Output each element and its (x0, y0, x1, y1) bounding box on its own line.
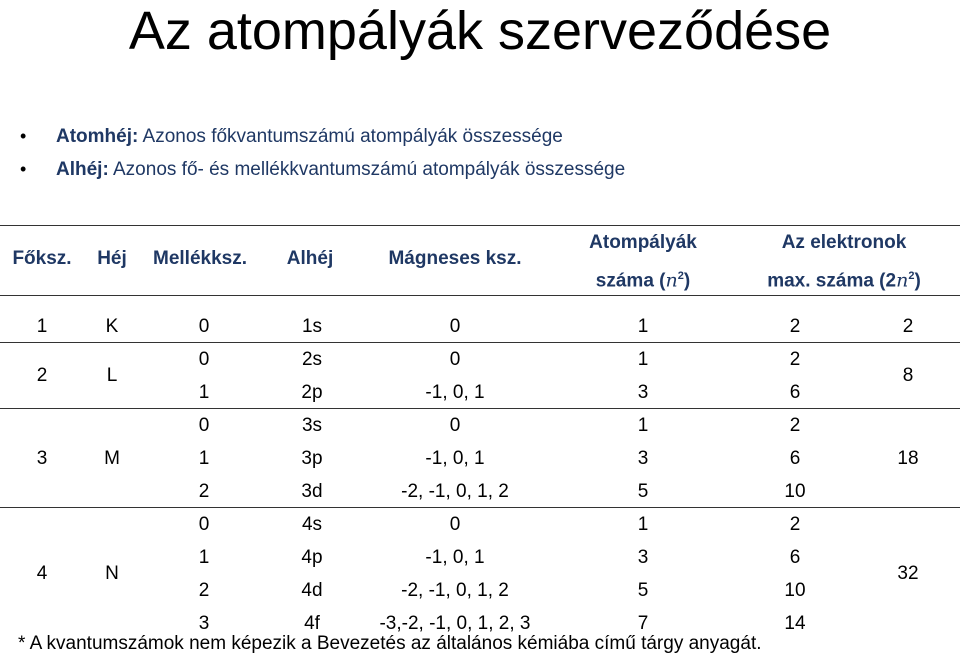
azimuthal-quantum-number: 1 (198, 381, 210, 403)
magnetic-quantum-numbers: -2, -1, 0, 1, 2 (401, 480, 509, 502)
shell-max-electrons: 2 (902, 315, 914, 337)
magnetic-quantum-numbers: 0 (449, 414, 461, 436)
orbital-count: 1 (637, 315, 649, 337)
header-foksz: Főksz. (12, 248, 72, 269)
definition-text: Azonos fő- és mellékkvantumszámú atompályák összessége (108, 159, 626, 180)
subshell-max-electrons: 10 (784, 579, 806, 601)
magnetic-quantum-numbers: 0 (449, 513, 461, 535)
shell-max-electrons: 18 (897, 447, 919, 469)
subshell-name: 2p (301, 381, 323, 403)
azimuthal-quantum-number: 1 (198, 447, 210, 469)
subshell-max-electrons: 2 (789, 315, 801, 337)
orbital-count: 3 (637, 546, 649, 568)
shell-max-electrons: 32 (897, 563, 919, 584)
subshell-name: 3s (301, 414, 323, 436)
definition-term: Atomhéj: (56, 126, 139, 147)
subshell-max-electrons: 6 (789, 447, 801, 469)
shell-letter: K (105, 315, 119, 337)
subshell-max-electrons: 6 (789, 546, 801, 568)
subshell-name: 3p (301, 447, 323, 469)
subshell-max-electrons: 6 (789, 381, 801, 403)
orbital-count: 5 (637, 480, 649, 502)
subshell-name: 1s (301, 315, 323, 337)
definition-term: Alhéj: (56, 159, 109, 180)
header-magneses: Mágneses ksz. (388, 248, 522, 269)
slide-title: Az atompályák szerveződése (128, 1, 832, 61)
header-elektronok: Az elektronok (781, 232, 907, 253)
magnetic-quantum-numbers: -2, -1, 0, 1, 2 (401, 579, 509, 601)
header-alhej: Alhéj (286, 248, 334, 269)
table-header-border (0, 295, 960, 296)
principal-quantum-number: 4 (36, 563, 48, 584)
shell-separator (0, 507, 960, 508)
header-atompalyak: Atompályák (589, 232, 697, 253)
subshell-name: 4d (301, 579, 323, 601)
subshell-name: 2s (301, 348, 323, 370)
definition-alhej (20, 153, 625, 186)
orbital-count: 1 (637, 414, 649, 436)
subshell-name: 4p (301, 546, 323, 568)
definition-atomhej (20, 120, 625, 153)
principal-quantum-number: 3 (36, 447, 48, 469)
orbital-count: 3 (637, 381, 649, 403)
principal-quantum-number: 2 (36, 365, 48, 386)
header-atompalyak-szama: száma $(n^2)$ (595, 269, 691, 292)
orbital-count: 3 (637, 447, 649, 469)
subshell-name: 4s (301, 513, 323, 535)
azimuthal-quantum-number: 0 (198, 414, 210, 436)
magnetic-quantum-numbers: -1, 0, 1 (425, 381, 485, 403)
subshell-max-electrons: 2 (789, 348, 801, 370)
azimuthal-quantum-number: 2 (198, 579, 210, 601)
orbital-count: 5 (637, 579, 649, 601)
orbital-count: 1 (637, 348, 649, 370)
table-top-border (0, 225, 960, 226)
shell-letter: M (104, 447, 120, 469)
header-hej: Héj (97, 248, 127, 269)
subshell-max-electrons: 2 (789, 414, 801, 436)
shell-letter: L (106, 365, 118, 386)
magnetic-quantum-numbers: -3,-2, -1, 0, 1, 2, 3 (379, 612, 531, 634)
shell-max-electrons: 8 (902, 365, 914, 386)
magnetic-quantum-numbers: 0 (449, 348, 461, 370)
subshell-name: 4f (304, 612, 320, 634)
azimuthal-quantum-number: 3 (198, 612, 210, 634)
header-mellekksz: Mellékksz. (153, 248, 247, 269)
subshell-max-electrons: 2 (789, 513, 801, 535)
azimuthal-quantum-number: 0 (198, 315, 210, 337)
orbital-count: 1 (637, 513, 649, 535)
magnetic-quantum-numbers: -1, 0, 1 (425, 447, 485, 469)
shell-separator (0, 408, 960, 409)
shell-letter: N (105, 563, 119, 584)
principal-quantum-number: 1 (36, 315, 48, 337)
azimuthal-quantum-number: 2 (198, 480, 210, 502)
subshell-max-electrons: 14 (784, 612, 806, 634)
azimuthal-quantum-number: 0 (198, 513, 210, 535)
magnetic-quantum-numbers: -1, 0, 1 (425, 546, 485, 568)
definition-text: Azonos főkvantumszámú atompályák összessége (138, 126, 563, 147)
magnetic-quantum-numbers: 0 (449, 315, 461, 337)
footnote: * A kvantumszámok nem képezik a Bevezetés az általános kémiába című tárgy anyagát. (18, 633, 762, 654)
azimuthal-quantum-number: 1 (198, 546, 210, 568)
azimuthal-quantum-number: 0 (198, 348, 210, 370)
shell-separator (0, 342, 960, 343)
subshell-name: 3d (301, 480, 323, 502)
subshell-max-electrons: 10 (784, 480, 806, 502)
orbital-count: 7 (637, 612, 649, 634)
header-elektronok-szama: max. száma $(2n^2)$ (767, 269, 921, 292)
definition-list (20, 120, 625, 186)
